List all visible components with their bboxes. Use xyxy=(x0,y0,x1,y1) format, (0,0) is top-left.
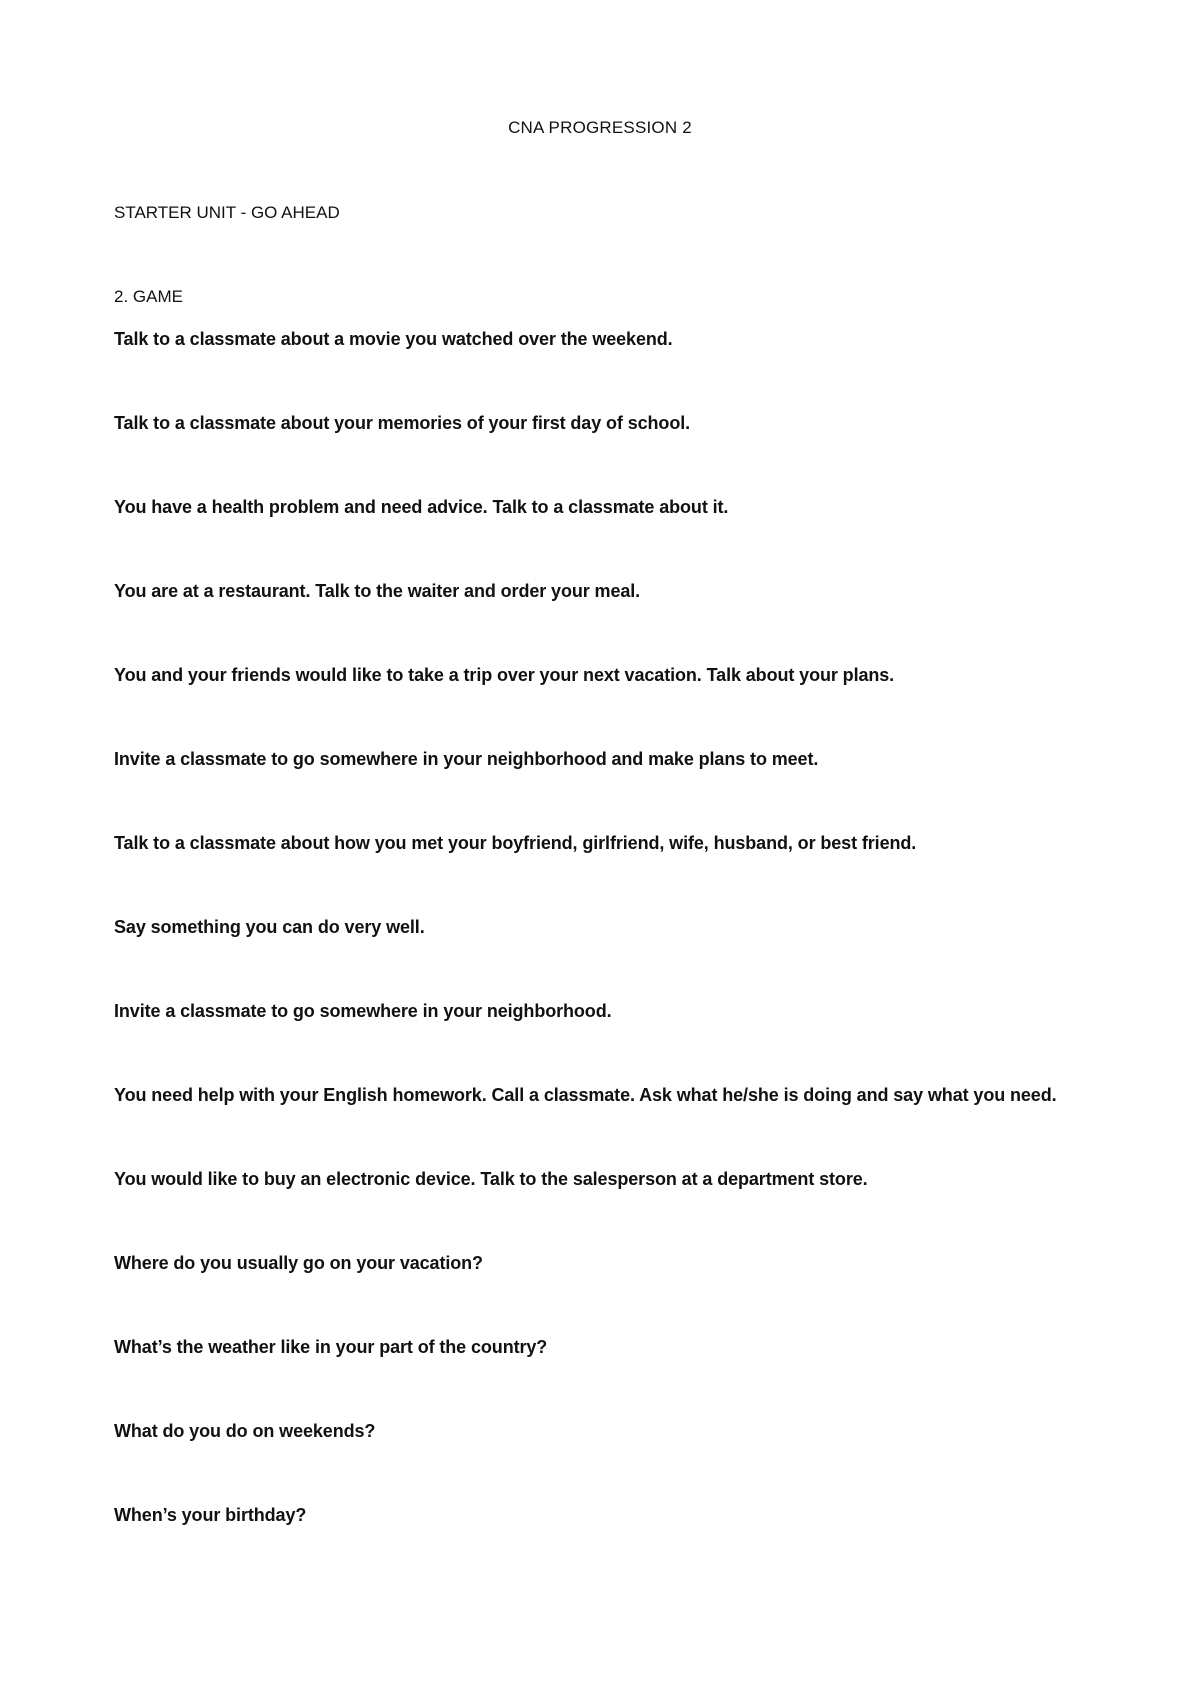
prompt-list xyxy=(114,326,1094,1586)
prompt-item: Talk to a classmate about a movie you watched over the weekend. xyxy=(114,329,673,349)
prompt-item: You and your friends would like to take a trip over your next vacation. Talk about your plans. xyxy=(114,665,895,685)
prompt-item: You need help with your English homework. Call a classmate. Ask what he/she is doing and say what you need. xyxy=(114,1085,1057,1105)
document-title: CNA PROGRESSION 2 xyxy=(508,118,692,137)
unit-heading: STARTER UNIT - GO AHEAD xyxy=(114,203,340,222)
prompt-item: What’s the weather like in your part of the country? xyxy=(114,1337,548,1357)
prompt-item: What do you do on weekends? xyxy=(114,1421,376,1441)
section-heading: 2. GAME xyxy=(114,287,183,306)
prompt-item: Invite a classmate to go somewhere in your neighborhood and make plans to meet. xyxy=(114,749,819,769)
prompt-item: You would like to buy an electronic device. Talk to the salesperson at a department store. xyxy=(114,1169,868,1189)
prompt-item: Talk to a classmate about your memories of your first day of school. xyxy=(114,413,691,433)
prompt-item: Invite a classmate to go somewhere in your neighborhood. xyxy=(114,1001,612,1021)
prompt-item: You have a health problem and need advice. Talk to a classmate about it. xyxy=(114,497,729,517)
prompt-item: Where do you usually go on your vacation? xyxy=(114,1253,483,1273)
prompt-item: Talk to a classmate about how you met your boyfriend, girlfriend, wife, husband, or best friend. xyxy=(114,833,917,853)
prompt-item: When’s your birthday? xyxy=(114,1505,307,1525)
prompt-item: You are at a restaurant. Talk to the waiter and order your meal. xyxy=(114,581,641,601)
prompt-item: Say something you can do very well. xyxy=(114,917,425,937)
